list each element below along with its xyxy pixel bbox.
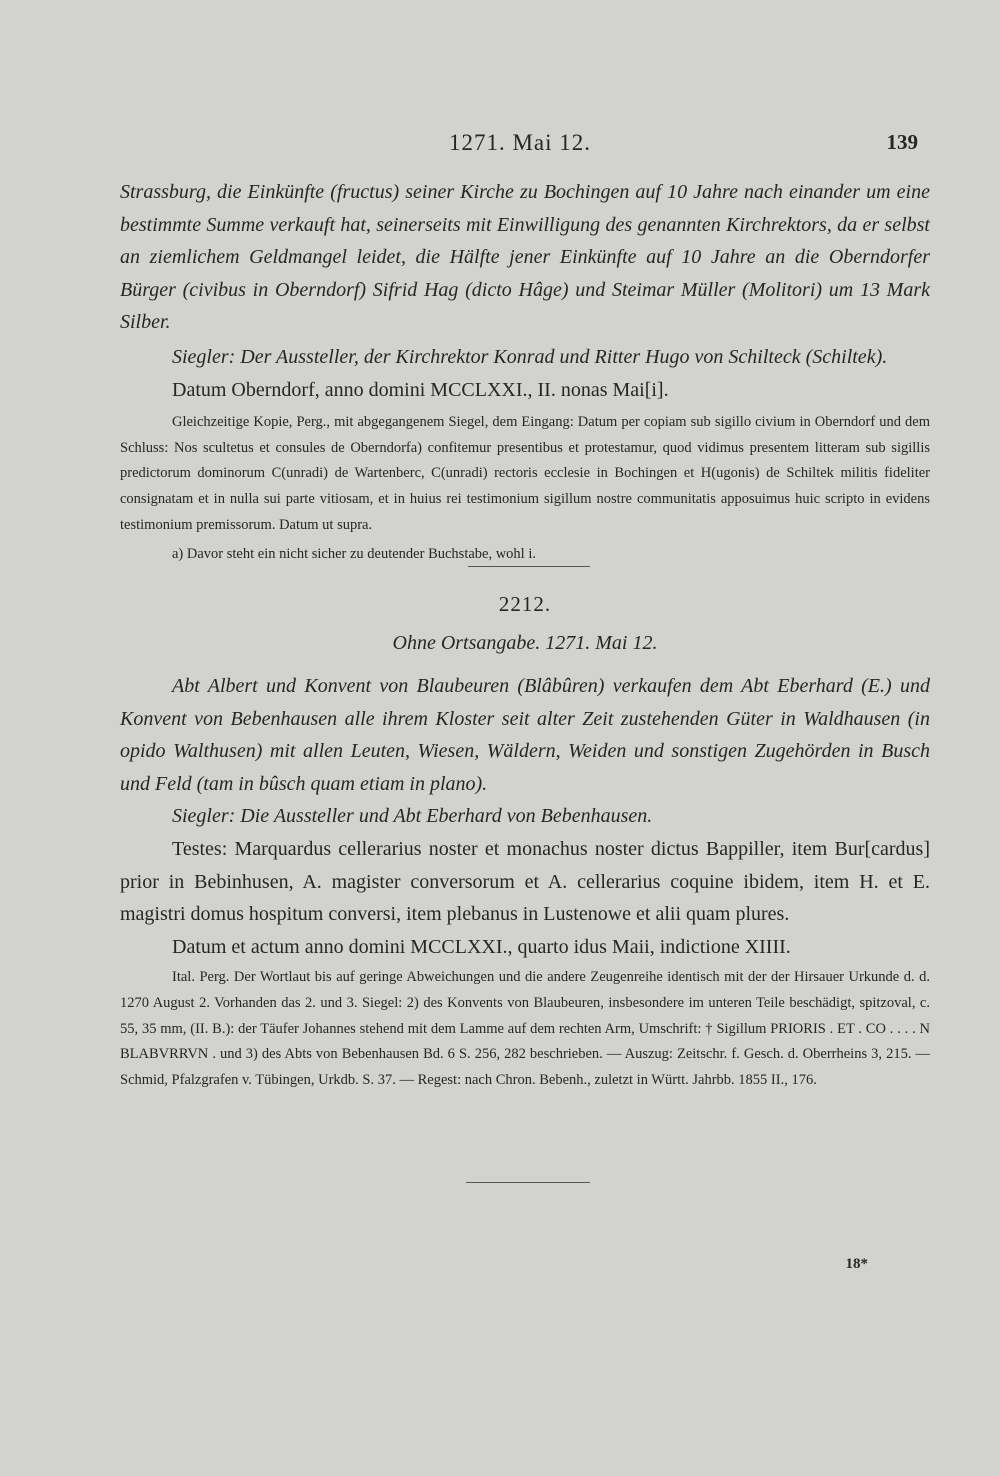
page-header: [120, 130, 920, 166]
previous-entry-footnote: a) Davor steht ein nicht sicher zu deutender Buchstabe, wohl i.: [172, 546, 536, 563]
entry-number: 2212.: [498, 592, 552, 616]
entry-siegler: Siegler: Die Aussteller und Abt Eberhard von Bebenhausen.: [172, 805, 653, 828]
header-date: 1271. Mai 12.: [448, 130, 592, 155]
previous-entry-siegler: Siegler: Der Aussteller, der Kirchrektor Konrad und Ritter Hugo von Schilteck (Schiltek).: [172, 345, 888, 368]
section-divider-top: [468, 566, 590, 567]
page-number: 139: [886, 130, 918, 154]
previous-entry-note: Gleichzeitige Kopie, Perg., mit abgegangenem Siegel, dem Eingang: Datum per copiam sub sigillo civium in Oberndorf und dem Schluss: Nos scultetus et consules de Oberndorfa) confitemur presentibus et protestamur, quod vidimus presentem litteram sub sigillis predictorum dominorum C(unradi) de Wartenberc, C(unradi) rectoris ecclesie in Bochingen et H(ugonis) de Schiltek militis fideliter consignatam et in nulla sui parte vitiosam, et in huius rei testimonium sigillum nostre communitatis apposuimus huic scripto in evidens testimonium premissorum. Datum ut supra.: [120, 414, 930, 533]
previous-entry-datum: Datum Oberndorf, anno domini MCCLXXI., II. nonas Mai[i].: [172, 378, 669, 401]
entry-testes: Testes: Marquardus cellerarius noster et monachus noster dictus Bappiller, item Bur[cardus] prior in Bebinhusen, A. magister conversorum et A. cellerarius coquine ibidem, item H. et E. magistri domus hospitum conversi, item plebanus in Lustenowe et alii quam plures.: [120, 837, 930, 926]
previous-entry-continuation: [120, 176, 930, 566]
entry-place-date: Ohne Ortsangabe. 1271. Mai 12.: [392, 632, 658, 654]
signature-mark: 18*: [845, 1256, 868, 1272]
section-divider-bottom: [466, 1182, 590, 1183]
entry-note: Ital. Perg. Der Wortlaut bis auf geringe Abweichungen und die andere Zeugenreihe identisch mit der der Hirsauer Urkunde d. d. 1270 August 2. Vorhanden das 2. und 3. Siegel: 2) des Konvents von Blaubeuren, insbesondere im unteren Teile beschädigt, spitzoval, c. 55, 35 mm, (II. B.): der Täufer Johannes stehend mit dem Lamme auf dem rechten Arm, Umschrift: † Sigillum PRIORIS . ET . CO . . . . N BLABVRRVN . und 3) des Abts von Bebenhausen Bd. 6 S. 256, 282 beschrieben. — Auszug: Zeitschr. f. Gesch. d. Oberrheins 3, 215. — Schmid, Pfalzgrafen v. Tübingen, Urkdb. S. 37. — Regest: nach Chron. Bebenh., zuletzt in Württ. Jahrbb. 1855 II., 176.: [120, 969, 930, 1088]
entry-datum: Datum et actum anno domini MCCLXXI., quarto idus Maii, indictione XIIII.: [172, 935, 791, 958]
previous-entry-text: Strassburg, die Einkünfte (fructus) seiner Kirche zu Bochingen auf 10 Jahre nach einander um eine bestimmte Summe verkauft hat, seinerseits mit Einwilligung des genannten Kirchrektors, da er selbst an ziemlichem Geldmangel leidet, die Hälfte jener Einkünfte auf 10 Jahre an die Oberndorfer Bürger (civibus in Oberndorf) Sifrid Hag (dicto Hâge) und Steimar Müller (Molitori) um 13 Mark Silber.: [120, 181, 930, 334]
entry-regest: Abt Albert und Konvent von Blaubeuren (Blâbûren) verkaufen dem Abt Eberhard (E.) und Konvent von Bebenhausen alle ihrem Kloster seit alter Zeit zustehenden Güter in Waldhausen (in opido Walthusen) mit allen Leuten, Wiesen, Wäldern, Weiden und sonstigen Zugehörden in Busch und Feld (tam in bûsch quam etiam in plano).: [120, 675, 930, 795]
entry-body: [120, 670, 930, 1093]
